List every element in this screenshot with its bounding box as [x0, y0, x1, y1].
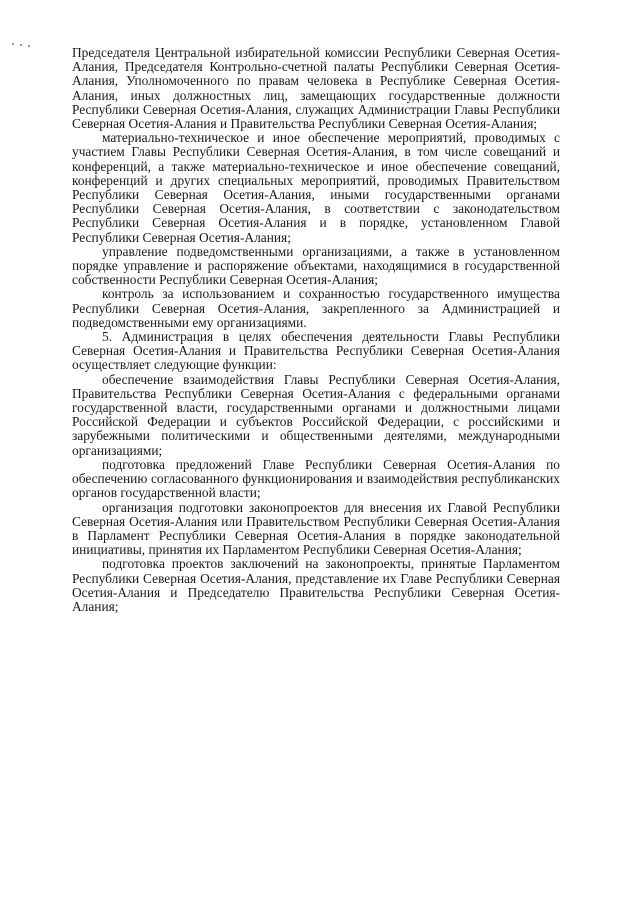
- paragraph-property-control: контроль за использованием и сохранностью государственного имущества Республики Северная Осетия-Алания, закрепленного за Администрацией и подведомственными ему организациями.: [72, 286, 560, 330]
- paragraph-officials-support: Председателя Центральной избирательной комиссии Республики Северная Осетия-Алания, Председателя Контрольно-счетной палаты Республики Северная Осетия-Алания, Уполномоченного по правам человека в Республике Северная Осетия-Алания, иных должностных лиц, замещающих государственные должности Республики Северная Осетия-Алания, служащих Администрации Главы Республики Северная Осетия-Алания и Правительства Республики Северная Осетия-Алания;: [72, 45, 560, 132]
- paragraph-section-5: 5. Администрация в целях обеспечения деятельности Главы Республики Северная Осетия-Алания и Правительства Республики Северная Осетия-Алания осуществляет следующие функции:: [72, 329, 560, 373]
- document-body: [72, 46, 560, 614]
- paragraph-subordinate-management: управление подведомственными организациями, а также в установленном порядке управление и распоряжение объектами, находящимися в государственной собственности Республики Северная Осетия-Алания;: [72, 243, 560, 288]
- paragraph-draft-laws: организация подготовки законопроектов для внесения их Главой Республики Северная Осетия-Алания или Правительством Республики Северная Осетия-Алания в Парламент Республики Северная Осетия-Алания в порядке законодательной инициативы, принятия их Парламентом Республики Северная Осетия-Алания;: [72, 499, 560, 558]
- paragraph-interaction: обеспечение взаимодействия Главы Республики Северная Осетия-Алания, Правительства Республики Северная Осетия-Алания с федеральными органами государственной власти, государственными органами и должностными лицами Российской Федерации и субъектов Российской Федерации, с российскими и зарубежными политическими и общественными деятелями, международными организациями;: [72, 371, 560, 458]
- scan-speck: [12, 43, 14, 45]
- scan-speck: [28, 45, 30, 47]
- paragraph-law-conclusions: подготовка проектов заключений на законопроекты, принятые Парламентом Республики Северная Осетия-Алания, представление их Главе Республики Северная Осетия-Алания и Председателю Правительства Республики Северная Осетия-Алания;: [72, 556, 560, 614]
- scan-speck: [20, 44, 22, 46]
- paragraph-proposals: подготовка предложений Главе Республики Северная Осетия-Алания по обеспечению согласованного функционирования и взаимодействия республиканских органов государственной власти;: [72, 456, 560, 501]
- paragraph-material-support: материально-техническое и иное обеспечение мероприятий, проводимых с участием Главы Республики Северная Осетия-Алания, в том числе совещаний и конференций, а также материально-техническое и иное обеспечение совещаний, конференций и других специальных мероприятий, проводимых Правительством Республики Северная Осетия-Алания, иными государственными органами Республики Северная Осетия-Алания, в соответствии с законодательством Республики Северная Осетия-Алания и в порядке, установленном Главой Республики Северная Осетия-Алания;: [72, 130, 560, 245]
